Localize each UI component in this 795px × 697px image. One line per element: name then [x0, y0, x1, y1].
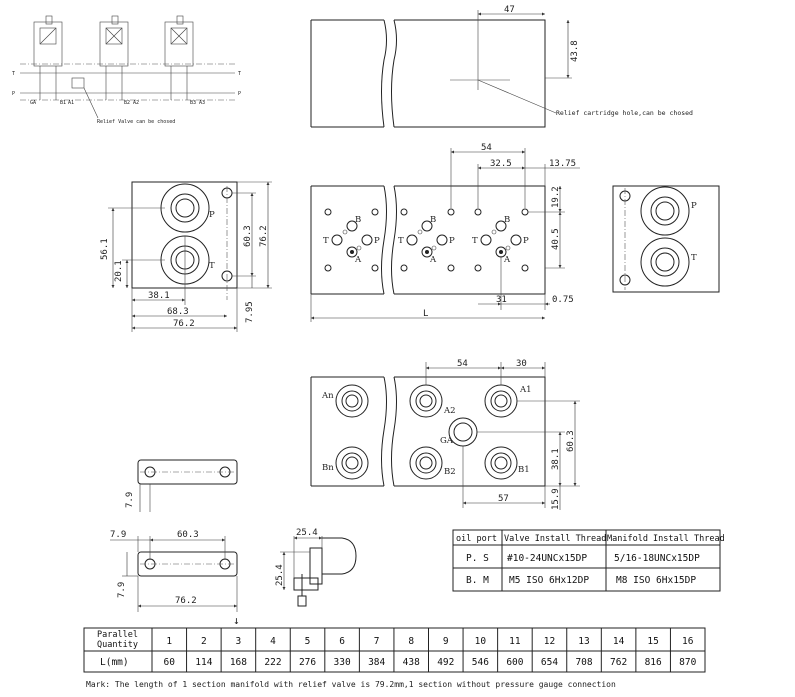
schematic-port-label-5: B3: [190, 100, 197, 106]
bracket-side-dim-7-9: 7.9: [125, 491, 135, 508]
length-row2-label: L(mm): [100, 657, 129, 668]
end-left-dim-60-3: 60.3: [243, 225, 253, 247]
length-value-cell: 870: [679, 657, 697, 668]
schematic-port-label-6: A3: [199, 100, 206, 106]
bottom-dim-54: 54: [457, 359, 468, 369]
top-port-p-2: P: [449, 236, 455, 246]
end-right-port-t: T: [691, 253, 697, 263]
bottom-dim-30: 30: [516, 359, 527, 369]
length-quantity-cell: 1: [166, 636, 173, 647]
bottom-label-bn: Bn: [322, 463, 334, 473]
length-value-cell: 168: [229, 657, 247, 668]
bottom-dim-38-1: 38.1: [551, 448, 561, 470]
thread-row-1-manifold: 5/16-18UNCx15DP: [614, 553, 700, 564]
schematic-port-p-right: P: [238, 91, 242, 97]
top-port-t-3: T: [472, 236, 478, 246]
length-row1-label-a: Parallel: [97, 630, 138, 640]
length-value-cell: 114: [195, 657, 213, 668]
length-table: [84, 628, 705, 672]
thread-row-1-valve: #10-24UNCx15DP: [507, 553, 588, 564]
valve-pattern-3: [475, 209, 528, 271]
length-quantity-cell: 4: [270, 636, 276, 647]
mark-note: Mark: The length of 1 section manifold with relief valve is 79.2mm,1 section without pressure gauge connection: [86, 680, 616, 689]
length-value-cell: 276: [298, 657, 317, 668]
thread-header-manifold: Manifold Install Thread: [607, 534, 725, 544]
end-left-port-t: T: [209, 261, 215, 271]
top-port-b-3: B: [504, 215, 511, 225]
bracket-profile-dim-25-4-h: 25.4: [296, 528, 318, 538]
valve-symbol-2: [100, 16, 128, 100]
length-value-cell: 600: [506, 657, 524, 668]
top-port-b-1: B: [355, 215, 362, 225]
length-quantity-cell: 10: [474, 636, 487, 647]
bottom-label-b1: B1: [518, 465, 530, 475]
end-view-right: [613, 186, 719, 292]
end-right-port-p: P: [691, 201, 697, 211]
bottom-label-b2: B2: [444, 467, 456, 477]
valve-pattern-1: [325, 209, 378, 271]
bottom-port-ga: [449, 418, 477, 446]
length-row1-label-b: Quantity: [97, 640, 138, 650]
length-cells: [164, 628, 697, 672]
length-value-cell: 60: [163, 657, 176, 668]
relief-valve-symbol: [72, 78, 84, 88]
bottom-dim-60-3: 60.3: [566, 430, 576, 452]
length-quantity-cell: 13: [578, 636, 590, 647]
front-relief-note: Relief cartridge hole,can be chosed: [556, 109, 693, 117]
bottom-port-an: [336, 385, 368, 417]
top-view: [311, 143, 580, 322]
top-port-a-1: A: [355, 255, 362, 265]
top-port-t-2: T: [398, 236, 404, 246]
top-port-a-3: A: [504, 255, 511, 265]
end-left-dim-68-3: 68.3: [167, 307, 189, 317]
end-left-dim-76-2-v: 76.2: [259, 225, 269, 247]
top-dim-31: 31: [496, 295, 507, 305]
schematic-port-t-right: T: [238, 71, 242, 77]
bracket-plan-dim-7-9-h: 7.9: [110, 530, 127, 540]
length-quantity-cell: 11: [509, 636, 521, 647]
thread-table: [453, 530, 725, 591]
thread-row-2-valve: M5 ISO 6Hx12DP: [509, 575, 590, 586]
bottom-port-a1: [485, 385, 517, 417]
length-value-cell: 708: [575, 657, 593, 668]
bottom-view: [311, 359, 580, 510]
schematic-port-label-2: A1: [68, 100, 75, 106]
length-quantity-cell: 14: [612, 636, 625, 647]
thread-header-oil-port: oil port: [456, 534, 497, 544]
length-quantity-cell: 15: [647, 636, 659, 647]
length-value-cell: 492: [437, 657, 455, 668]
bracket-plan-dim-7-9-v: 7.9: [117, 581, 127, 598]
length-quantity-cell: 6: [339, 636, 345, 647]
valve-symbol-1: [34, 16, 62, 100]
top-dim-13-75: 13.75: [549, 159, 577, 169]
end-view-left: [100, 182, 272, 332]
top-dim-40-5: 40.5: [551, 228, 561, 250]
valve-symbol-3: [165, 16, 193, 100]
bracket-side-view: [125, 460, 237, 512]
thread-row-1-port: P. S: [466, 553, 489, 564]
schematic-port-label-3: B2: [124, 100, 131, 106]
thread-row-2-port: B. M: [466, 575, 489, 586]
top-dim-l: L: [423, 309, 429, 319]
top-port-b-2: B: [430, 215, 437, 225]
bottom-port-bn: [336, 447, 368, 479]
length-quantity-cell: 2: [200, 636, 207, 647]
front-view: [311, 5, 693, 127]
length-quantity-cell: 7: [373, 636, 380, 647]
end-left-dim-38-1: 38.1: [148, 291, 170, 301]
length-quantity-cell: 8: [408, 636, 415, 647]
top-dim-54: 54: [481, 143, 492, 153]
length-quantity-cell: 9: [442, 636, 449, 647]
thread-row-2-manifold: M8 ISO 6Hx15DP: [616, 575, 697, 586]
front-dim-43-8: 43.8: [570, 40, 580, 62]
top-port-a-2: A: [430, 255, 437, 265]
bottom-label-a2: A2: [444, 406, 456, 416]
bracket-profile-view: [275, 528, 356, 606]
bracket-plan-dim-76-2: 76.2: [175, 596, 197, 606]
top-dim-32-5: 32.5: [490, 159, 512, 169]
end-left-dim-56-1: 56.1: [100, 238, 110, 260]
schematic-relief-note: Relief Valve can be chosed: [97, 119, 176, 125]
top-dim-0-75: 0.75: [552, 295, 574, 305]
bottom-port-b1: [485, 447, 517, 479]
end-left-dim-7-95: 7.95: [245, 301, 255, 323]
top-dim-19-2: 19.2: [551, 186, 561, 208]
bracket-profile-dim-25-4-v: 25.4: [275, 564, 285, 586]
bottom-label-a1: A1: [520, 385, 532, 395]
thread-header-valve: Valve Install Thread: [504, 534, 607, 544]
bracket-plan-dim-60-3: 60.3: [177, 530, 199, 540]
valve-pattern-2: [401, 209, 454, 271]
length-value-cell: 222: [264, 657, 282, 668]
bottom-dim-57: 57: [498, 494, 509, 504]
length-quantity-cell: 16: [681, 636, 694, 647]
schematic-port-label-1: B1: [60, 100, 67, 106]
length-quantity-cell: 3: [235, 636, 242, 647]
length-value-cell: 546: [471, 657, 489, 668]
schematic-port-label-0: GA: [30, 100, 37, 106]
end-left-dim-76-2: 76.2: [173, 319, 195, 329]
bottom-port-b2: [410, 447, 442, 479]
length-value-cell: 384: [368, 657, 386, 668]
front-dim-47: 47: [504, 5, 515, 15]
schematic-port-p: P: [12, 91, 16, 97]
length-value-cell: 438: [402, 657, 420, 668]
end-left-dim-20-1: 20.1: [114, 260, 124, 282]
arrow-marker: ↓: [233, 614, 240, 627]
length-value-cell: 330: [333, 657, 351, 668]
end-left-port-p: P: [209, 210, 215, 220]
bottom-label-an: An: [322, 391, 334, 401]
bottom-dim-15-9: 15.9: [551, 488, 561, 510]
top-port-p-3: P: [523, 236, 529, 246]
hydraulic-schematic: [12, 16, 241, 125]
top-port-t-1: T: [323, 236, 329, 246]
length-value-cell: 816: [644, 657, 662, 668]
length-value-cell: 654: [540, 657, 559, 668]
schematic-port-label-4: A2: [133, 100, 140, 106]
bottom-port-a2: [410, 385, 442, 417]
bracket-plan-view: [110, 530, 237, 612]
top-port-p-1: P: [374, 236, 380, 246]
bottom-label-ga: GA: [440, 436, 453, 446]
length-quantity-cell: 12: [543, 636, 556, 647]
length-value-cell: 762: [610, 657, 628, 668]
length-quantity-cell: 5: [304, 636, 311, 647]
schematic-port-t: T: [12, 71, 16, 77]
